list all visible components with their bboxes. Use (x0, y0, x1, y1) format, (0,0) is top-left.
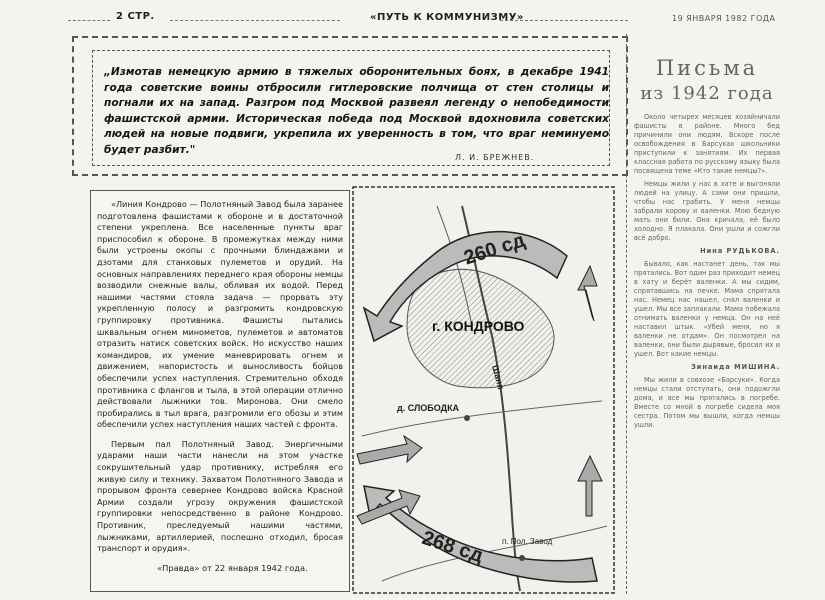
label-slobodka: д. СЛОБОДКА (397, 403, 460, 413)
letters-intro: Около четырех месяцев хозяйничали фашисты в районе. Много бед причинили они людям. Вскоре после освобождения в Барсуках школьники приступили к занятиям. Их первая классная работа по русскому языку была посвящена теме «Кто такие немцы?». (634, 113, 780, 175)
letters-title-line2: из 1942 года (640, 83, 774, 104)
signature-mishina: Зинаида МИШИНА. (691, 363, 780, 371)
newspaper-name: «ПУТЬ К КОММУНИЗМУ» (370, 12, 524, 23)
letters-title-line1: Письма (655, 56, 759, 80)
label-river: Шаня (490, 363, 507, 391)
signature-rudkova: Нина РУДЬКОВА. (700, 247, 780, 255)
battle-map (352, 186, 615, 594)
brezhnev-quote: „Измотав немецкую армию в тяжелых оборонительных боях, в декабре 1941 года советские воины отбросили гитлеровские полчища от стен столицы и погнали их на запад. Разгром под Москвой развеял легенду о непобедимости фашистской армии. Историческая победа под Москвой вдохновила советских людей на новые подвиги, укрепила их уверенность в том, что враг неминуемо будет разбит." (104, 66, 609, 156)
letter-mishina: Бывало, как настанет день, так мы прятались. Вот один раз приходит немец в хату и берёт валенки. А мы сидим, спрятавшись на печке. Мама спрятала нас. Немец нас нашел, снял валенки и ушел. Мы все заплакали. Мама побежала отнимать валенки у немца. Он на неё наставил штык. «Убей меня, но я валенки не отдам». Он посмотрел на валенки, они были дырявые, бросил их и ушел. Вот какие немцы. (634, 260, 780, 358)
article-source: «Правда» от 22 января 1942 года. (157, 562, 308, 573)
letter-rudkova: Немцы жили у нас в хате и выгоняли людей на улицу. А сами они пришли, чтобы нас грабить. У меня немцы забрали корову и валенки. Мою бедную мать они били. Она кричала, её было холодно. Я плакала. Они ушли и сожгли всё добро. (634, 180, 780, 242)
letters-column (634, 55, 780, 595)
label-268-division: 268 сд (419, 526, 486, 568)
quote-author: Л. И. БРЕЖНЕВ. (455, 153, 535, 162)
letter-third: Мы жили в совхозе «Барсуки». Когда немцы стали отступать, они подожгли дома, и все мы прятались в погребе. Вместе со мной в погребе сидела моя сестра. Потом мы вышли, когда немцы ушли. (634, 376, 780, 429)
label-kondrovo: г. КОНДРОВО (432, 318, 525, 334)
article-text (90, 190, 350, 592)
article-paragraph: «Линия Кондрово — Полотняный Завод была заранее подготовлена фашистами к обороне и в достаточной степени укреплена. Все населенные пункты враг приспособил к обороне. В промежутках между ними были устроены окопы с прочными блиндажами и дзотами для станковых пулеметов и орудий. На основных направлениях переднего края обороны немцы возводили снежные валы, обливая их водой. Перед нашими частями стояла задача — прорвать эту укрепленную полосу и разгромить кондровскую группировку противника. Фашисты пытались шквальным огнем минометов, пулеметов и автоматов отразить натиск советских войск. Но искусство наших командиров, их умение маневрировать огнем и движением, напористость и выносливость бойцов обеспечили успех наступления. Стремительно обходя противника с флангов и тыла, в этой операции отлично действовали лыжники тов. Миронова. Они смело пробирались в тыл врага, разгромили его обозы и этим обеспечили успех наступления наших частей с фронта. (97, 199, 343, 430)
issue-date: 19 ЯНВАРЯ 1982 ГОДА (672, 14, 776, 23)
label-260-division: 260 сд (461, 229, 528, 270)
article-paragraph: Первым пал Полотняный Завод. Энергичными ударами наши части нанесли на этом участке сокрушительный удар противнику, истребляя его живую силу и технику. Захватом Полотняного Завода и прорывом фронта севернее Кондрово войска Красной Армии создали угрозу окружения фашистской группировки непосредственно в районе Кондрово. Противник, преследуемый нашими частями, лыжниками, артиллерией, поспешно отходил, бросая транспорт и орудия». (97, 438, 343, 554)
label-factory: п. Пол. Завод (502, 537, 553, 546)
page-number: 2 СТР. (116, 11, 155, 22)
